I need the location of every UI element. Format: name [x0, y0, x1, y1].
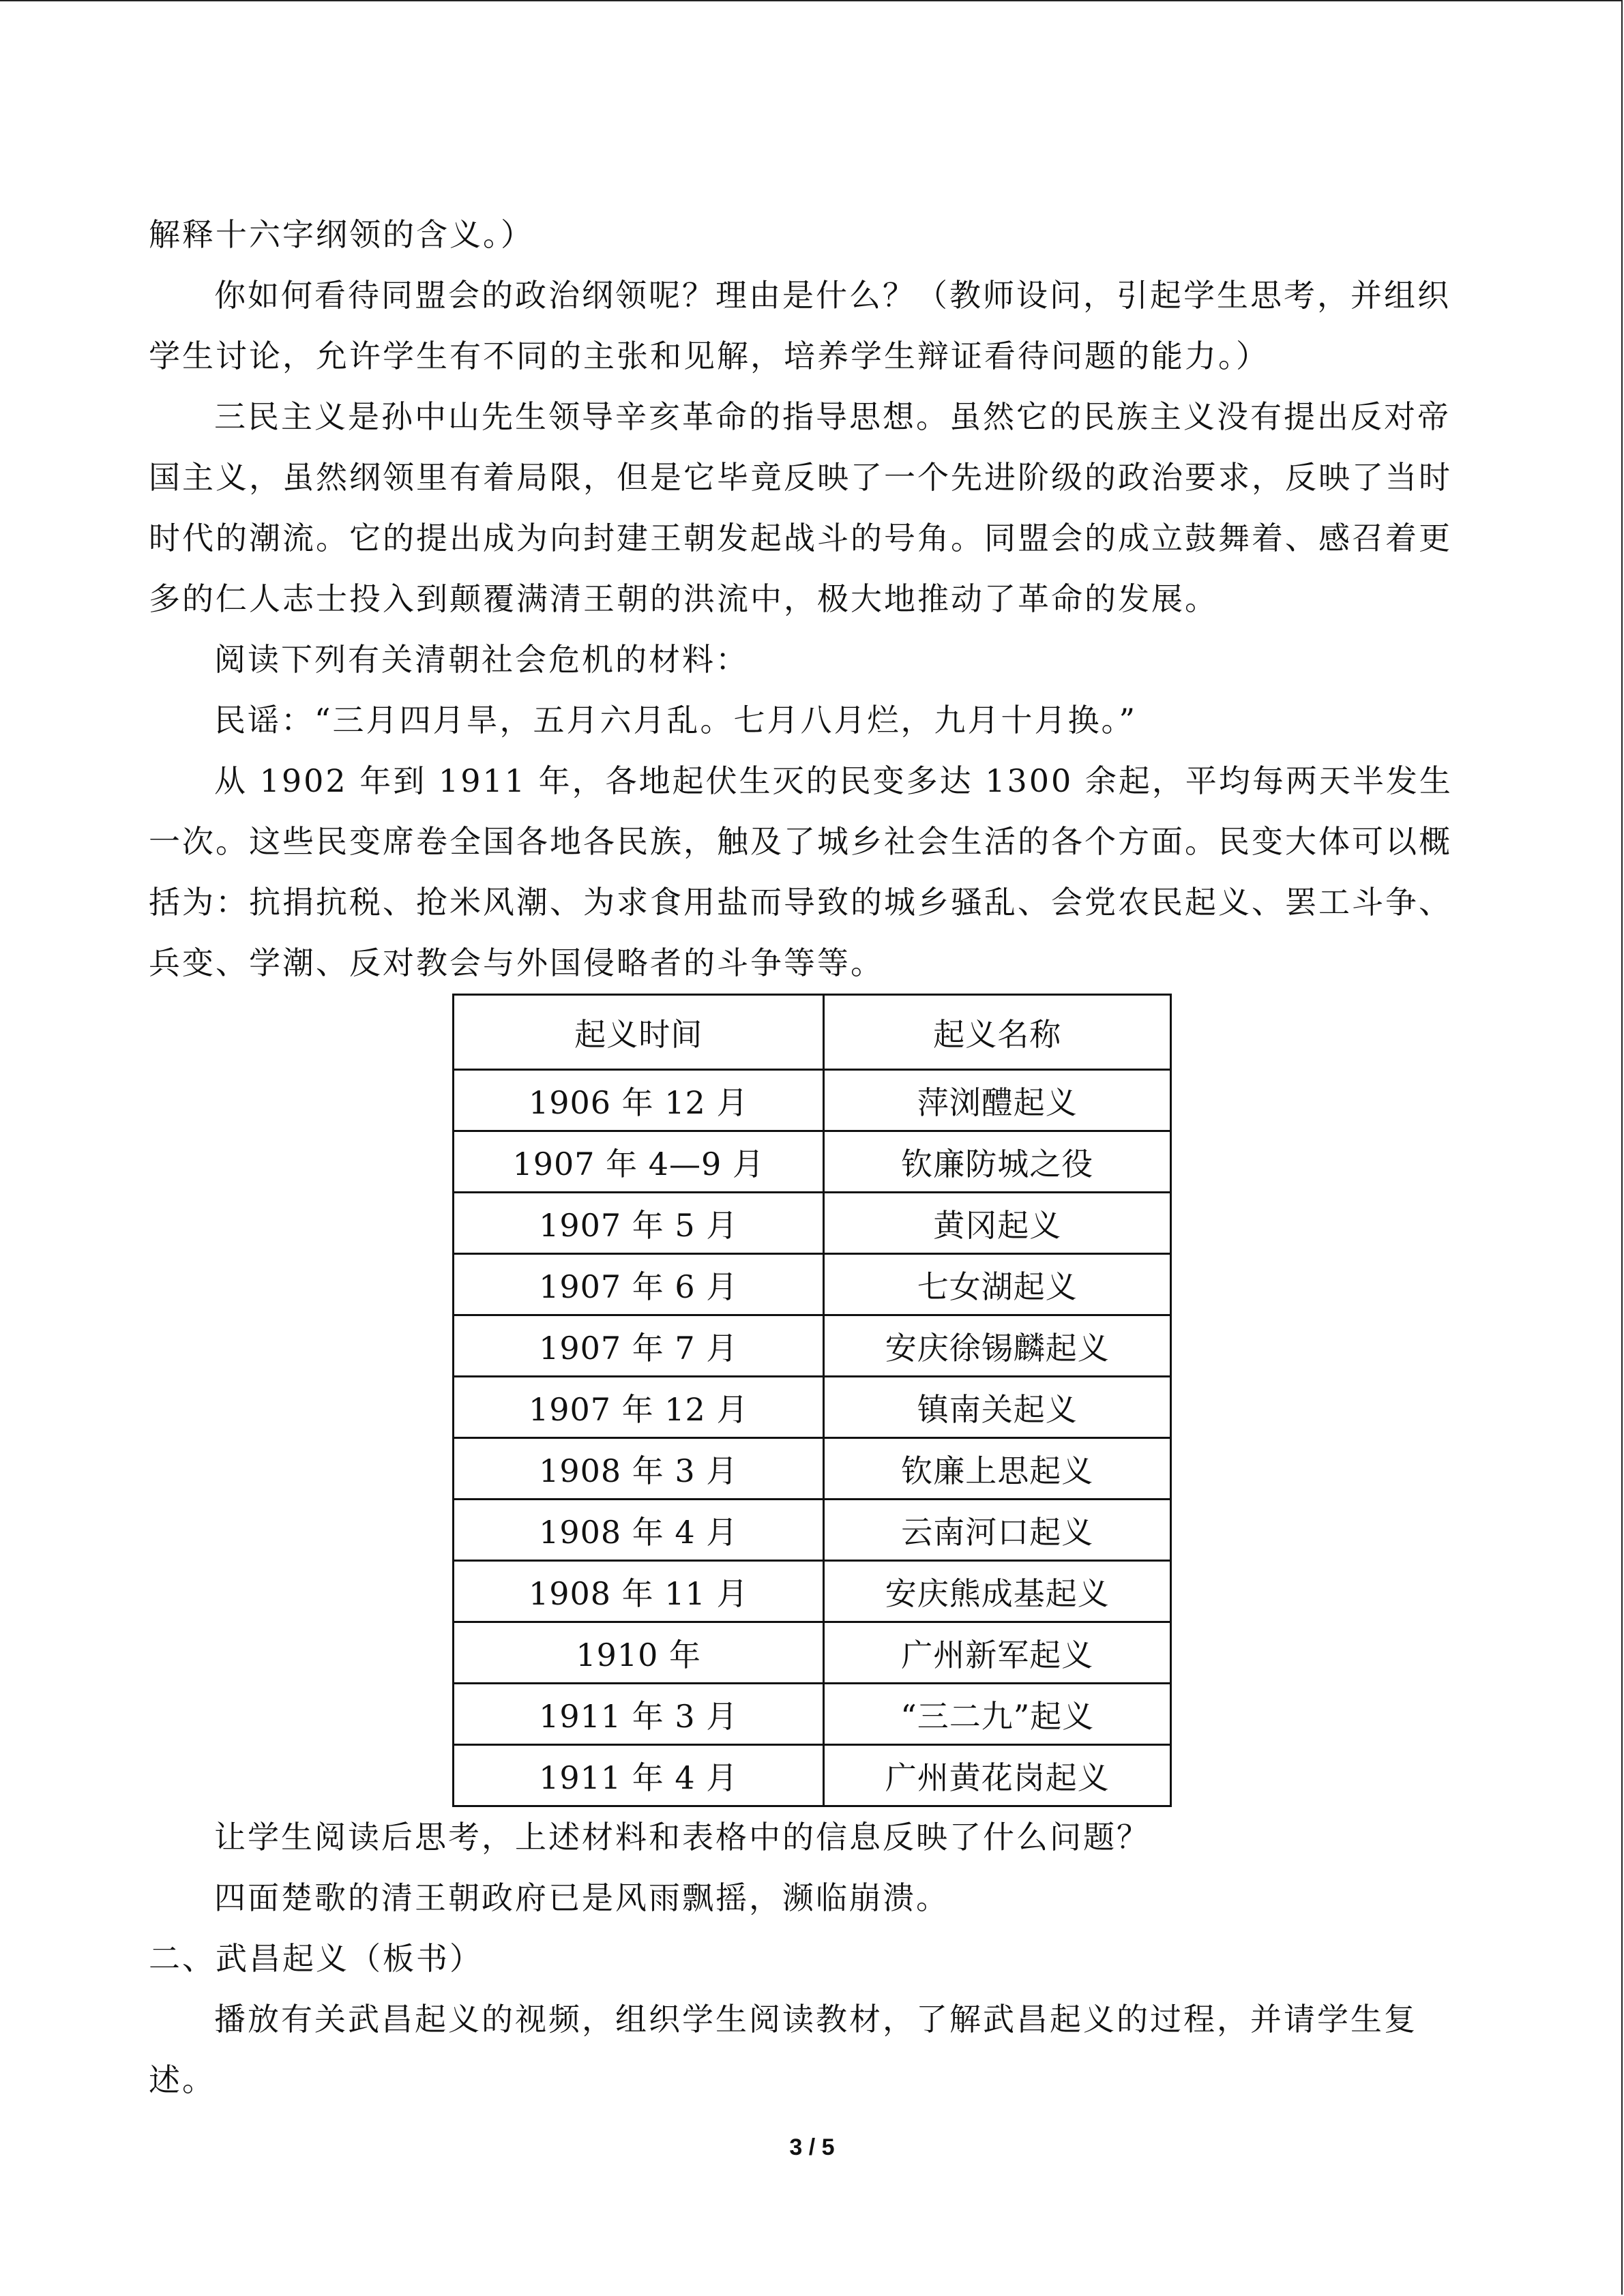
table-row	[454, 1254, 1171, 1315]
cell-time: 1907 年 6 月	[454, 1254, 824, 1315]
cell-name: 钦廉上思起义	[824, 1438, 1171, 1500]
table-row	[454, 1131, 1171, 1193]
paragraph-three-principles: 三民主义是孙中山先生领导辛亥革命的指导思想。虽然它的民族主义没有提出反对帝国主义，虽然纲领里有着局限，但是它毕竟反映了一个先进阶级的政治要求，反映了当时时代的潮流。它的提出成为向封建王朝发起战斗的号角。同盟会的成立鼓舞着、感召着更多的仁人志士投入到颠覆满清王朝的洪流中，极大地推动了革命的发展。	[149, 398, 1452, 617]
paragraph-continuation: 解释十六字纲领的含义。）	[149, 216, 534, 253]
table-row	[454, 1193, 1171, 1254]
paragraph-reflection-question: 让学生阅读后思考，上述材料和表格中的信息反映了什么问题？	[214, 1819, 1150, 1855]
cell-name: 安庆熊成基起义	[824, 1561, 1171, 1622]
paragraph-video-activity: 播放有关武昌起义的视频，组织学生阅读教材，了解武昌起义的过程，并请学生复述。	[149, 2001, 1417, 2098]
paragraph-conclusion: 四面楚歌的清王朝政府已是风雨飘摇，濒临崩溃。	[214, 1879, 949, 1916]
cell-name: 广州黄花岗起义	[824, 1745, 1171, 1806]
cell-time: 1910 年	[454, 1622, 824, 1684]
header-name: 起义名称	[824, 995, 1171, 1070]
page-number: 3 / 5	[789, 2134, 835, 2160]
cell-name: “三二九”起义	[824, 1684, 1171, 1745]
table-row	[454, 1622, 1171, 1684]
section-heading-wuchang: 二、武昌起义（板书）	[149, 1940, 483, 1977]
cell-time: 1907 年 7 月	[454, 1315, 824, 1377]
cell-name: 镇南关起义	[824, 1377, 1171, 1438]
cell-name: 钦廉防城之役	[824, 1131, 1171, 1193]
table-row	[454, 1070, 1171, 1131]
cell-time: 1908 年 11 月	[454, 1561, 824, 1622]
table-row	[454, 1500, 1171, 1561]
paragraph-folk-rhyme: 民谣：“三月四月旱，五月六月乱。七月八月烂，九月十月换。”	[214, 702, 1138, 739]
cell-time: 1907 年 12 月	[454, 1377, 824, 1438]
table-row	[454, 1745, 1171, 1806]
table-row	[454, 1561, 1171, 1622]
cell-time: 1907 年 4—9 月	[454, 1131, 824, 1193]
uprisings-table	[452, 994, 1172, 1807]
paragraph-question: 你如何看待同盟会的政治纲领呢？理由是什么？（教师设问，引起学生思考，并组织学生讨论，允许学生有不同的主张和见解，培养学生辩证看待问题的能力。）	[149, 277, 1451, 374]
paragraph-reading-prompt: 阅读下列有关清朝社会危机的材料：	[214, 641, 749, 678]
cell-name: 黄冈起义	[824, 1193, 1171, 1254]
cell-time: 1906 年 12 月	[454, 1070, 824, 1131]
paragraphs-bottom	[149, 1807, 1479, 2111]
paragraph-uprisings-summary: 从 1902 年到 1911 年，各地起伏生灭的民变多达 1300 余起，平均每两天半发生一次。这些民变席卷全国各地各民族，触及了城乡社会生活的各个方面。民变大体可以概括为：抗捐抗税、抢米风潮、为求食用盐而导致的城乡骚乱、会党农民起义、罢工斗争、兵变、学潮、反对教会与外国侵略者的斗争等等。	[149, 762, 1453, 981]
cell-name: 安庆徐锡麟起义	[824, 1315, 1171, 1377]
cell-name: 七女湖起义	[824, 1254, 1171, 1315]
cell-time: 1911 年 4 月	[454, 1745, 824, 1806]
table-row	[454, 1438, 1171, 1500]
table-row	[454, 1315, 1171, 1377]
cell-name: 萍浏醴起义	[824, 1070, 1171, 1131]
cell-time: 1907 年 5 月	[454, 1193, 824, 1254]
cell-time: 1908 年 4 月	[454, 1500, 824, 1561]
cell-time: 1911 年 3 月	[454, 1684, 824, 1745]
table-row	[454, 1377, 1171, 1438]
document-body	[149, 205, 1479, 2111]
paragraphs-top	[149, 205, 1479, 994]
table-header-row	[454, 995, 1171, 1070]
cell-time: 1908 年 3 月	[454, 1438, 824, 1500]
cell-name: 广州新军起义	[824, 1622, 1171, 1684]
table-row	[454, 1684, 1171, 1745]
cell-name: 云南河口起义	[824, 1500, 1171, 1561]
header-time: 起义时间	[454, 995, 824, 1070]
